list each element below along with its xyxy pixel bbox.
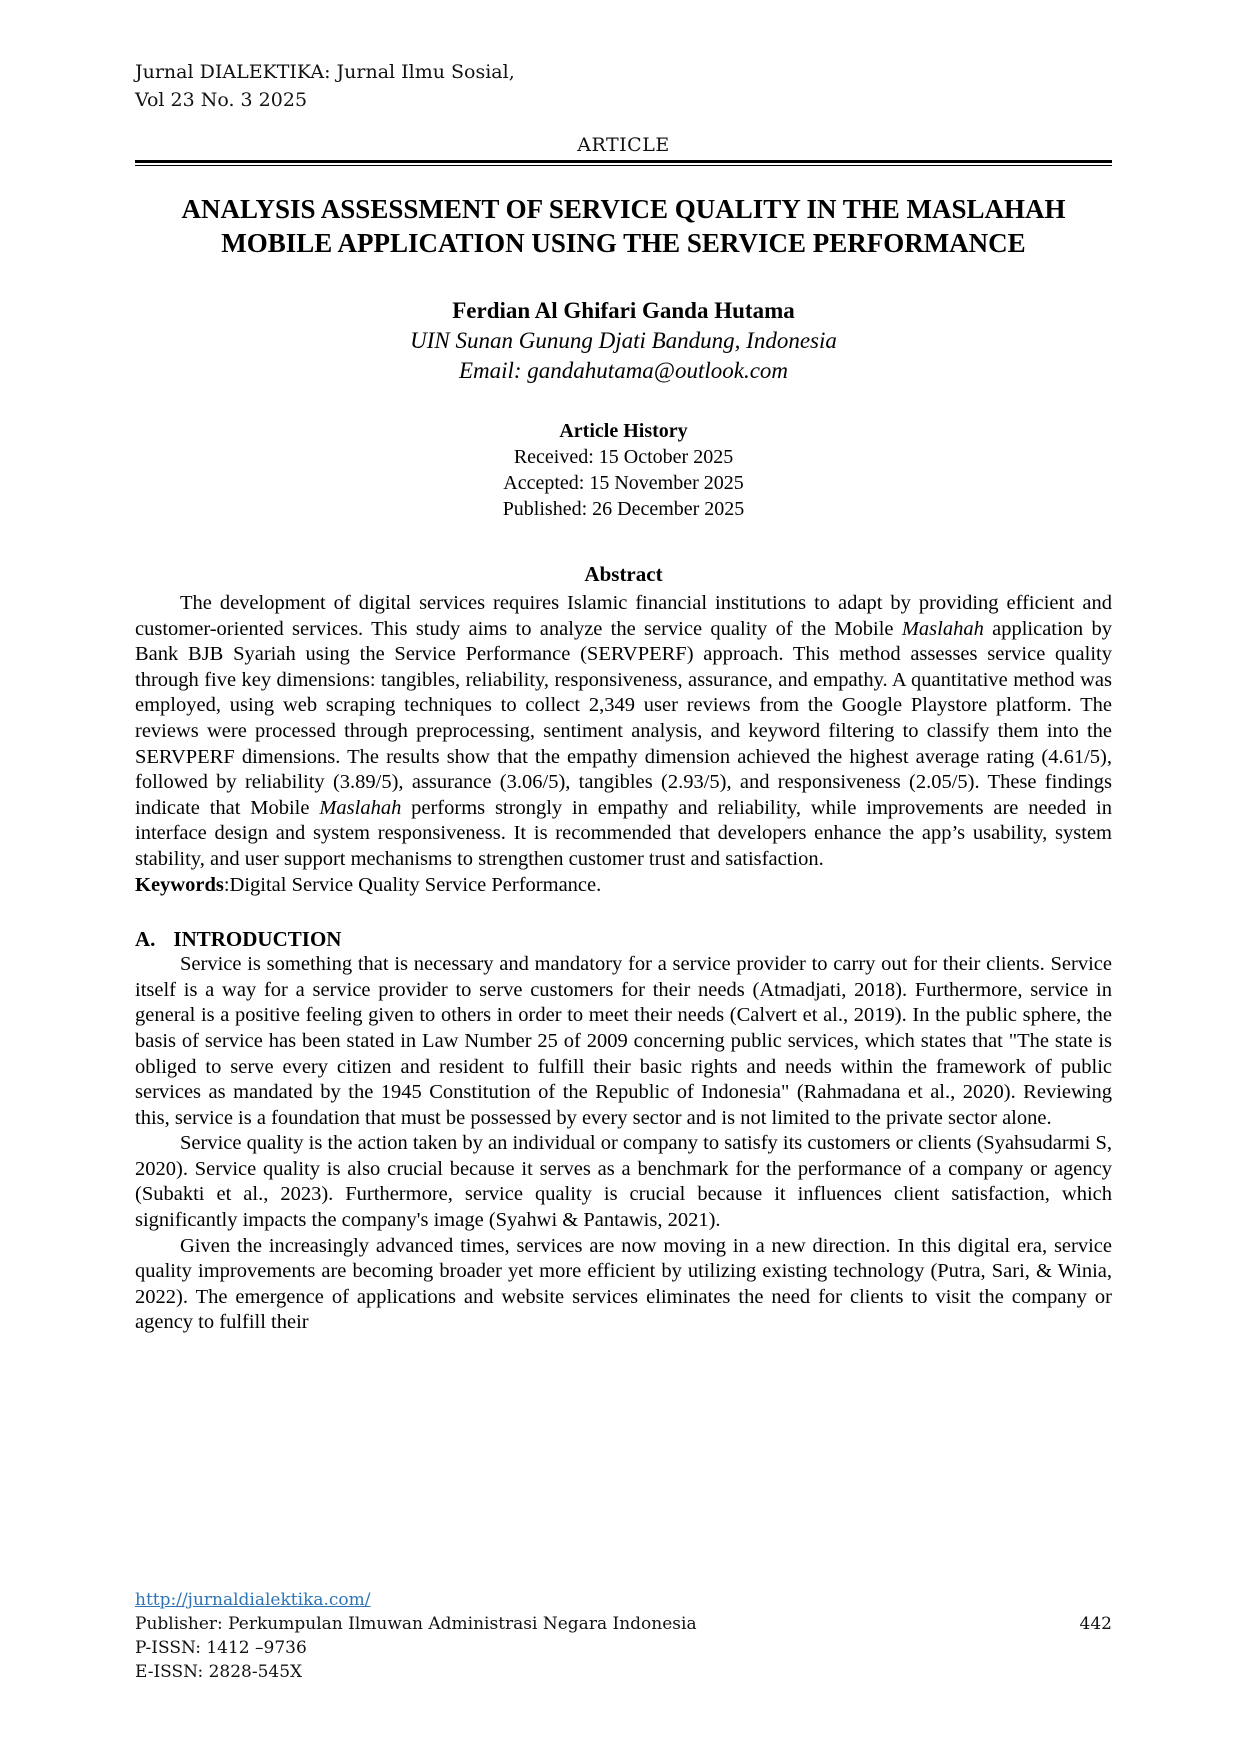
- history-published: Published: 26 December 2025: [502, 498, 745, 520]
- paper-title: ANALYSIS ASSESSMENT OF SERVICE QUALITY IN THE MASLAHAH MOBILE APPLICATION USING THE SERVICE PERFORMANCE: [181, 194, 1066, 258]
- abstract-paragraph: [135, 591, 1112, 873]
- page-number: 442: [1079, 1614, 1112, 1634]
- introduction-paragraph-1: Service is something that is necessary and mandatory for a service provider to carry out for their clients. Service itself is a way for a service provider to serve customers for their needs (Atmadjati, 2018). Furthermore, service in general is a positive feeling given to others in order to meet their needs (Calvert et al., 2019). In the public sphere, the basis of service has been stated in Law Number 25 of 2009 concerning public services, which states that "The state is obliged to serve every citizen and resident to fulfill their basic rights and needs within the framework of public services as mandated by the 1945 Constitution of the Republic of Indonesia" (Rahmadana et al., 2020). Reviewing this, service is a foundation that must be possessed by every sector and is not limited to the private sector alone.: [135, 953, 1112, 1129]
- p-issn: P-ISSN: 1412 –9736: [135, 1638, 307, 1658]
- abstract-heading: Abstract: [584, 562, 663, 586]
- keywords-text: :Digital Service Quality Service Performance.: [223, 873, 602, 896]
- journal-volume: Vol 23 No. 3 2025: [135, 89, 308, 111]
- section-heading-introduction: [135, 926, 1112, 952]
- journal-website-link[interactable]: http://jurnaldialektika.com/: [135, 1590, 371, 1610]
- page-content: [135, 0, 1112, 1336]
- author-affiliation: UIN Sunan Gunung Djati Bandung, Indonesia: [410, 328, 837, 353]
- page-footer: [135, 1588, 1112, 1684]
- e-issn: E-ISSN: 2828-545X: [135, 1662, 303, 1682]
- journal-header: [135, 58, 1112, 114]
- abstract-italic-maslahah-1: Maslahah: [901, 617, 984, 640]
- abstract-text-3: performs strongly in empathy and reliability, while improvements are needed in interface design and system responsiveness. It is recommended that developers enhance the app’s usability, system stability, and user support mechanisms to strengthen customer trust and satisfaction.: [135, 796, 1113, 870]
- keywords-label: Keywords: [135, 873, 224, 896]
- publisher-row: [135, 1612, 1112, 1636]
- section-title: INTRODUCTION: [173, 927, 342, 952]
- abstract-italic-maslahah-2: Maslahah: [319, 796, 402, 819]
- article-type-label: ARTICLE: [577, 134, 670, 156]
- section-letter: A.: [135, 927, 156, 952]
- article-history: [135, 418, 1112, 522]
- abstract-text-2: application by Bank BJB Syariah using the Service Performance (SERVPERF) approach. This method assesses service quality through five key dimensions: tangibles, reliability, responsiveness, assurance, and empathy. A quantitative method was employed, using web scraping techniques to collect 2,349 user reviews from the Google Playstore platform. The reviews were processed through preprocessing, sentiment analysis, and keyword filtering to classify them into the SERVPERF dimensions. The results show that the empathy dimension achieved the highest average rating (4.61/5), followed by reliability (3.89/5), assurance (3.06/5), tangibles (2.93/5), and responsiveness (2.05/5). These findings indicate that Mobile: [135, 617, 1112, 819]
- introduction-paragraph-3: Given the increasingly advanced times, services are now moving in a new direction. In this digital era, service quality improvements are becoming broader yet more efficient by utilizing existing technology (Putra, Sari, & Winia, 2022). The emergence of applications and website services eliminates the need for clients to visit the company or agency to fulfill their: [135, 1234, 1112, 1334]
- introduction-paragraph-2: Service quality is the action taken by an individual or company to satisfy its customers or clients (Syahsudarmi S, 2020). Service quality is also crucial because it serves as a benchmark for the performance of a company or agency (Subakti et al., 2023). Furthermore, service quality is crucial because it influences client satisfaction, which significantly impacts the company's image (Syahwi & Pantawis, 2021).: [135, 1132, 1112, 1232]
- author-name: Ferdian Al Ghifari Ganda Hutama: [452, 298, 795, 323]
- history-received: Received: 15 October 2025: [513, 446, 734, 468]
- author-block: [135, 296, 1112, 386]
- journal-name: Jurnal DIALEKTIKA: Jurnal Ilmu Sosial,: [135, 61, 515, 83]
- header-rule: [135, 160, 1112, 166]
- abstract-text-1: The development of digital services requires Islamic financial institutions to adapt by providing efficient and customer-oriented services. This study aims to analyze the service quality of the Mobile: [135, 592, 1112, 640]
- author-email: Email: gandahutama@outlook.com: [458, 358, 789, 383]
- history-accepted: Accepted: 15 November 2025: [503, 472, 744, 494]
- article-history-heading: Article History: [559, 420, 688, 442]
- keywords-line: [135, 873, 1112, 899]
- publisher-text: Publisher: Perkumpulan Ilmuwan Administrasi Negara Indonesia: [135, 1614, 697, 1634]
